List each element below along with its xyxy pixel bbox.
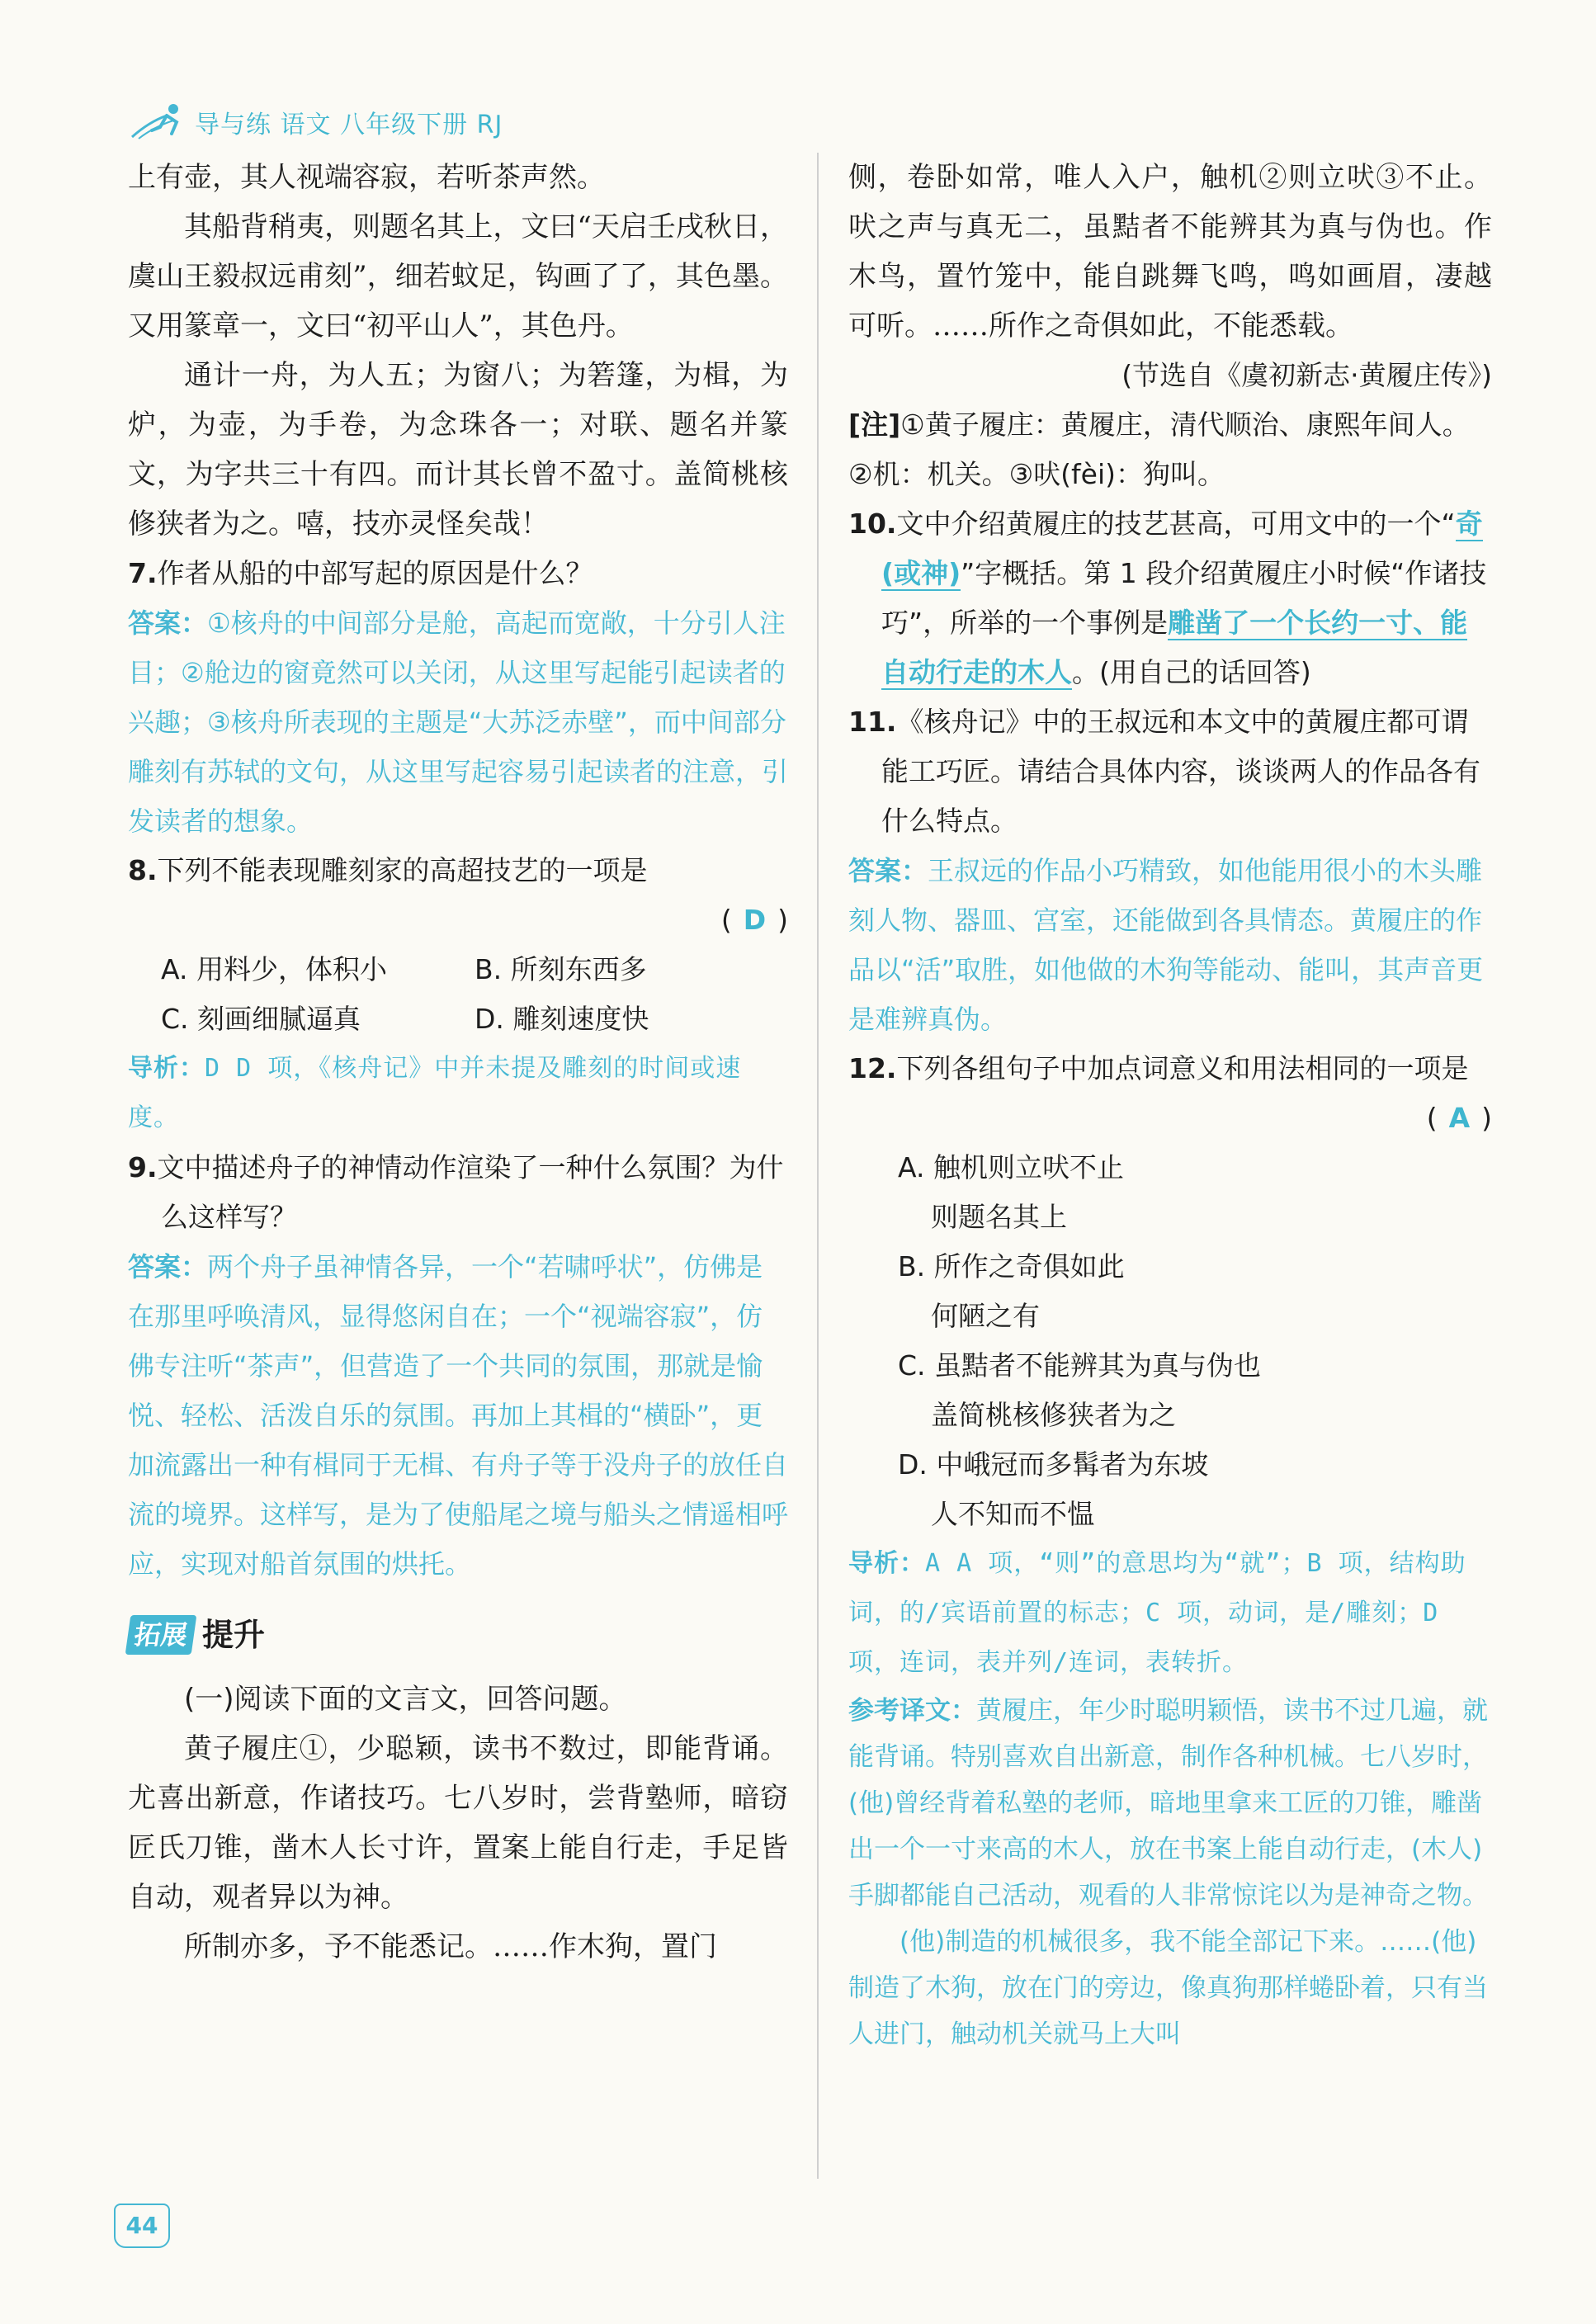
option-a: A. 用料少，体积小 <box>161 953 387 985</box>
question-number: 10. <box>848 508 897 540</box>
option-c: C. 刻画细腻逼真 <box>161 1003 361 1035</box>
option-a-pair: 则题名其上 <box>931 1201 1067 1233</box>
question-number: 11. <box>848 706 897 738</box>
option-a: A. 触机则立吠不止 <box>898 1151 1124 1183</box>
question-8 <box>128 846 788 895</box>
option-c-pair: 盖简桃核修狭者为之 <box>931 1399 1176 1431</box>
translation: (他)制造的机械很多，我不能全部记下来。……(他)制造了木狗，放在门的旁边，像真狗那样蜷卧着，只有当人进门，触动机关就马上大叫 <box>848 1927 1488 2049</box>
answer-9 <box>128 1242 788 1589</box>
text-paragraph: 其船背稍夷，则题名其上，文曰“天启壬戌秋日，虞山王毅叔远甫刻”，细若蚊足，钩画了了，其色墨。又用篆章一，文曰“初平山人”，其色丹。 <box>128 210 788 342</box>
question-9 <box>128 1143 788 1242</box>
question-11 <box>848 697 1492 846</box>
question-10 <box>848 499 1492 697</box>
options-8 <box>161 945 788 1044</box>
guide-text: A A 项，“则”的意思均为“就”；B 项，结构助词，的/宾语前置的标志；C 项，动词，是/雕刻；D 项，连词，表并列/连词，表转折。 <box>848 1549 1466 1677</box>
question-text: 文中介绍黄履庄的技艺甚高，可用文中的一个“ <box>896 508 1456 540</box>
fill-answer: 雕凿了一个长约一寸、能自动行走的木人 <box>881 607 1468 688</box>
question-text: ”字概括。第 1 段介绍黄履庄小时候“作诸技巧”，所举的一个事例是 <box>881 557 1487 639</box>
guide-12 <box>848 1539 1492 1688</box>
question-text: 文中描述舟子的神情动作渲染了一种什么氛围？为什么这样写？ <box>157 1151 784 1233</box>
text-paragraph: 上有壶，其人视端容寂，若听茶声然。 <box>128 161 605 194</box>
question-text: 下列各组句子中加点词意义和用法相同的一项是 <box>896 1052 1469 1084</box>
runner-logo-icon <box>124 97 190 147</box>
footnote <box>848 400 1492 499</box>
question-12 <box>848 1044 1492 1094</box>
option-d: D. 雕刻速度快 <box>475 1003 649 1035</box>
question-text: 。(用自己的话回答) <box>1072 656 1311 688</box>
guide-text: D D 项，《核舟记》中并未提及雕刻的时间或速度。 <box>128 1054 742 1132</box>
question-7 <box>128 549 788 598</box>
option-b-pair: 何陋之有 <box>931 1300 1040 1332</box>
text-paragraph: 所制亦多，予不能悉记。……作木狗，置门 <box>184 1930 717 1963</box>
answer-text: 王叔远的作品小巧精致，如他能用很小的木头雕刻人物、器皿、宫室，还能做到各具情态。黄履庄的作品以“活”取胜，如他做的木狗等能动、能叫，其声音更是难辨真伪。 <box>848 855 1484 1035</box>
answer-text: 两个舟子虽神情各异，一个“若啸呼状”，仿佛是在那里呼唤清风，显得悠闲自在；一个“视端容寂”，仿佛专注听“茶声”，但营造了一个共同的氛围，那就是愉悦、轻松、活泼自乐的氛围。再加上其楫的“横卧”，更加流露出一种有楫同于无楫、有舟子等于没舟子的放任自流的境界。这样写，是为了使船尾之境与船头之情遥相呼应，实现对船首氛围的烘托。 <box>128 1251 789 1580</box>
left-column <box>128 153 788 1972</box>
guide-label: 导析： <box>128 1054 205 1083</box>
question-number: 9. <box>128 1151 158 1183</box>
answer-text: ①核舟的中间部分是舱，高起而宽敞，十分引人注目；②舱边的窗竟然可以关闭，从这里写起能引起读者的兴趣；③核舟所表现的主题是“大苏泛赤壁”，而中间部分雕刻有苏轼的文句，从这里写起容易引起读者的注意，引发读者的想象。 <box>128 607 789 837</box>
note-text: ①黄子履庄：黄履庄，清代顺治、康熙年间人。②机：机关。③吠(fèi)：狗叫。 <box>848 409 1470 490</box>
answer-7 <box>128 598 788 846</box>
answer-label: 答案： <box>128 1251 208 1282</box>
choice-answer: A <box>1448 1102 1471 1134</box>
column-divider <box>817 153 819 2179</box>
option-b: B. 所刻东西多 <box>475 953 647 985</box>
question-text: 下列不能表现雕刻家的高超技艺的一项是 <box>157 854 648 886</box>
header-title: 导与练 语文 八年级下册 RJ <box>195 111 503 139</box>
translation-text: 黄履庄，年少时聪明颖悟，读书不过几遍，就能背诵。特别喜欢自出新意，制作各种机械。七八岁时，(他)曾经背着私塾的老师，暗地里拿来工匠的刀锥，雕凿出一个一寸来高的木人，放在书案上能自动行走，(木人)手脚都能自己活动，观看的人非常惊诧以为是神奇之物。 <box>848 1696 1488 1911</box>
text-paragraph: 黄子履庄①，少聪颖，读书不数过，即能背诵。尤喜出新意，作诸技巧。七八岁时，尝背塾师，暗窃匠氏刀锥，凿木人长寸许，置案上能自行走，手足皆自动，观者异以为神。 <box>128 1732 788 1914</box>
guide-label: 导析： <box>848 1549 925 1578</box>
reading-intro: (一)阅读下面的文言文，回答问题。 <box>184 1683 627 1716</box>
answer-label: 答案： <box>128 607 208 639</box>
source-citation: (节选自《虞初新志·黄履庄传》) <box>1121 359 1492 391</box>
question-number: 7. <box>128 557 158 589</box>
question-text: 作者从船的中部写起的原因是什么？ <box>157 557 593 589</box>
answer-11 <box>848 846 1492 1044</box>
right-column <box>848 153 1492 2057</box>
option-d-pair: 人不知而不愠 <box>931 1498 1094 1530</box>
page-number: 44 <box>114 2204 170 2248</box>
section-heading <box>128 1610 788 1660</box>
expand-badge: 拓展 <box>125 1615 197 1655</box>
answer-bracket: ( A ) <box>1426 1102 1492 1134</box>
translation <box>848 1688 1492 1919</box>
note-label: [注] <box>848 409 901 441</box>
guide-8 <box>128 1044 788 1143</box>
question-number: 12. <box>848 1052 897 1084</box>
page-header <box>124 97 503 147</box>
choice-answer: D <box>743 904 767 936</box>
answer-label: 答案： <box>848 855 928 886</box>
question-number: 8. <box>128 854 158 886</box>
fill-answer: 奇(或神) <box>881 508 1483 589</box>
section-title: 提升 <box>202 1617 266 1653</box>
option-d: D. 中峨冠而多髯者为东坡 <box>898 1448 1209 1481</box>
question-text: 《核舟记》中的王叔远和本文中的黄履庄都可谓能工巧匠。请结合具体内容，谈谈两人的作品各有什么特点。 <box>881 706 1480 837</box>
translation-label: 参考译文： <box>848 1696 976 1726</box>
text-paragraph: 通计一舟，为人五；为窗八；为箬篷，为楫，为炉，为壶，为手卷，为念珠各一；对联、题名并篆文，为字共三十有四。而计其长曾不盈寸。盖简桃核修狭者为之。嘻，技亦灵怪矣哉！ <box>128 359 788 541</box>
answer-bracket: ( D ) <box>720 904 788 936</box>
option-b: B. 所作之奇俱如此 <box>898 1250 1125 1282</box>
text-paragraph: 侧，卷卧如常，唯人入户，触机②则立吠③不止。吠之声与真无二，虽黠者不能辨其为真与伪也。作木鸟，置竹笼中，能自跳舞飞鸣，鸣如画眉，凄越可听。……所作之奇俱如此，不能悉载。 <box>848 161 1492 342</box>
option-c: C. 虽黠者不能辨其为真与伪也 <box>898 1349 1262 1382</box>
